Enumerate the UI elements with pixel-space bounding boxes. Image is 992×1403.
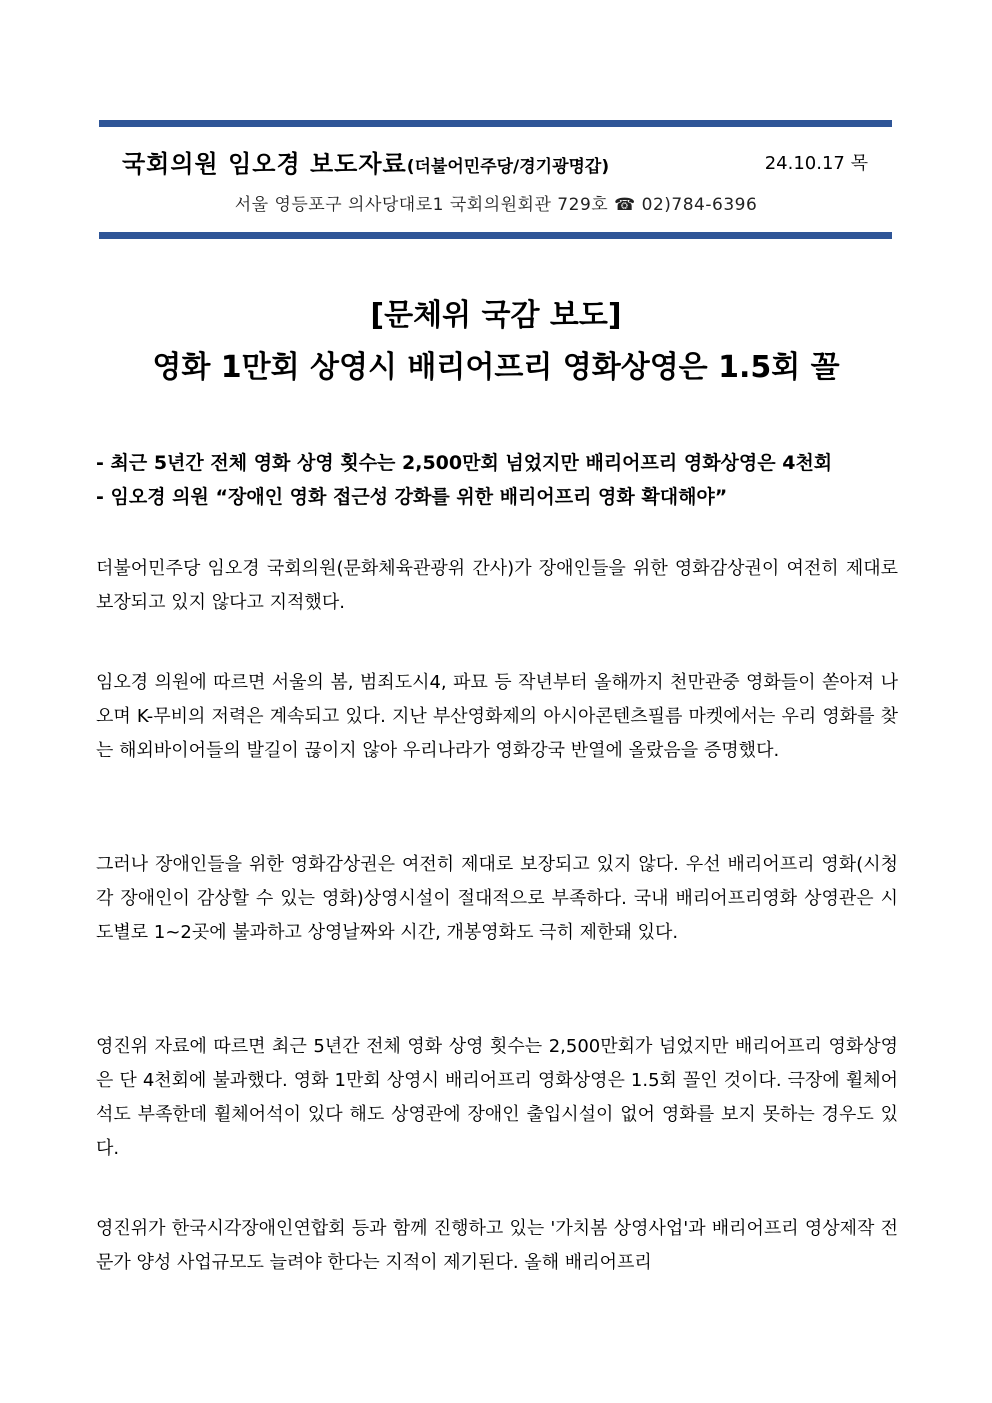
body-paragraph: 영진위 자료에 따르면 최근 5년간 전체 영화 상영 횟수는 2,500만회가 넘었지만 배리어프리 영화상영은 단 4천회에 불과했다. 영화 1만회 상영시 배리어프리 영화상영은 1.5회 꼴인 것이다. 극장에 휠체어석도 부족한데 휠체어석이 있다 해도 상영관에 장애인 출입시설이 없어 영화를 보지 못하는 경우도 있다. [96, 1036, 898, 1159]
header-bottom-rule [99, 232, 892, 239]
press-release-header [122, 144, 882, 180]
office-address: 서울 영등포구 의사당대로1 국회의원회관 729호 ☎ 02)784-6396 [234, 195, 758, 215]
release-date: 24.10.17 목 [764, 153, 868, 174]
summary-bullet: - 최근 5년간 전체 영화 상영 횟수는 2,500만회 넘었지만 배리어프리 영화상영은 4천회 [96, 452, 833, 474]
headline-tag: [문체위 국감 보도] [370, 298, 622, 333]
body-paragraph: 더불어민주당 임오경 국회의원(문화체육관광위 간사)가 장애인들을 위한 영화감상권이 여전히 제대로 보장되고 있지 않다고 지적했다. [96, 558, 898, 613]
summary-bullet: - 임오경 의원 “장애인 영화 접근성 강화를 위한 배리어프리 영화 확대해야” [96, 486, 728, 508]
body-paragraph: 그러나 장애인들을 위한 영화감상권은 여전히 제대로 보장되고 있지 않다. 우선 배리어프리 영화(시청각 장애인이 감상할 수 있는 영화)상영시설이 절대적으로 부족하다. 국내 배리어프리영화 상영관은 시도별로 1~2곳에 불과하고 상영날짜와 시간, 개봉영화도 극히 제한돼 있다. [96, 854, 898, 943]
party-affiliation: (더불어민주당/경기광명갑) [406, 157, 610, 177]
body-paragraph: 영진위가 한국시각장애인연합회 등과 함께 진행하고 있는 '가치봄 상영사업'과 배리어프리 영상제작 전문가 양성 사업규모도 늘려야 한다는 지적이 제기된다. 올해 배리어프리 [96, 1218, 898, 1273]
header-top-rule [99, 120, 892, 127]
headline: 영화 1만회 상영시 배리어프리 영화상영은 1.5회 꼴 [152, 350, 840, 385]
body-paragraph: 임오경 의원에 따르면 서울의 봄, 범죄도시4, 파묘 등 작년부터 올해까지 천만관중 영화들이 쏟아져 나오며 K-무비의 저력은 계속되고 있다. 지난 부산영화제의 아시아콘텐츠필름 마켓에서는 우리 영화를 찾는 해외바이어들의 발길이 끊이지 않아 우리나라가 영화강국 반열에 올랐음을 증명했다. [96, 672, 898, 761]
press-release-title: 국회의원 임오경 보도자료 [122, 150, 407, 178]
